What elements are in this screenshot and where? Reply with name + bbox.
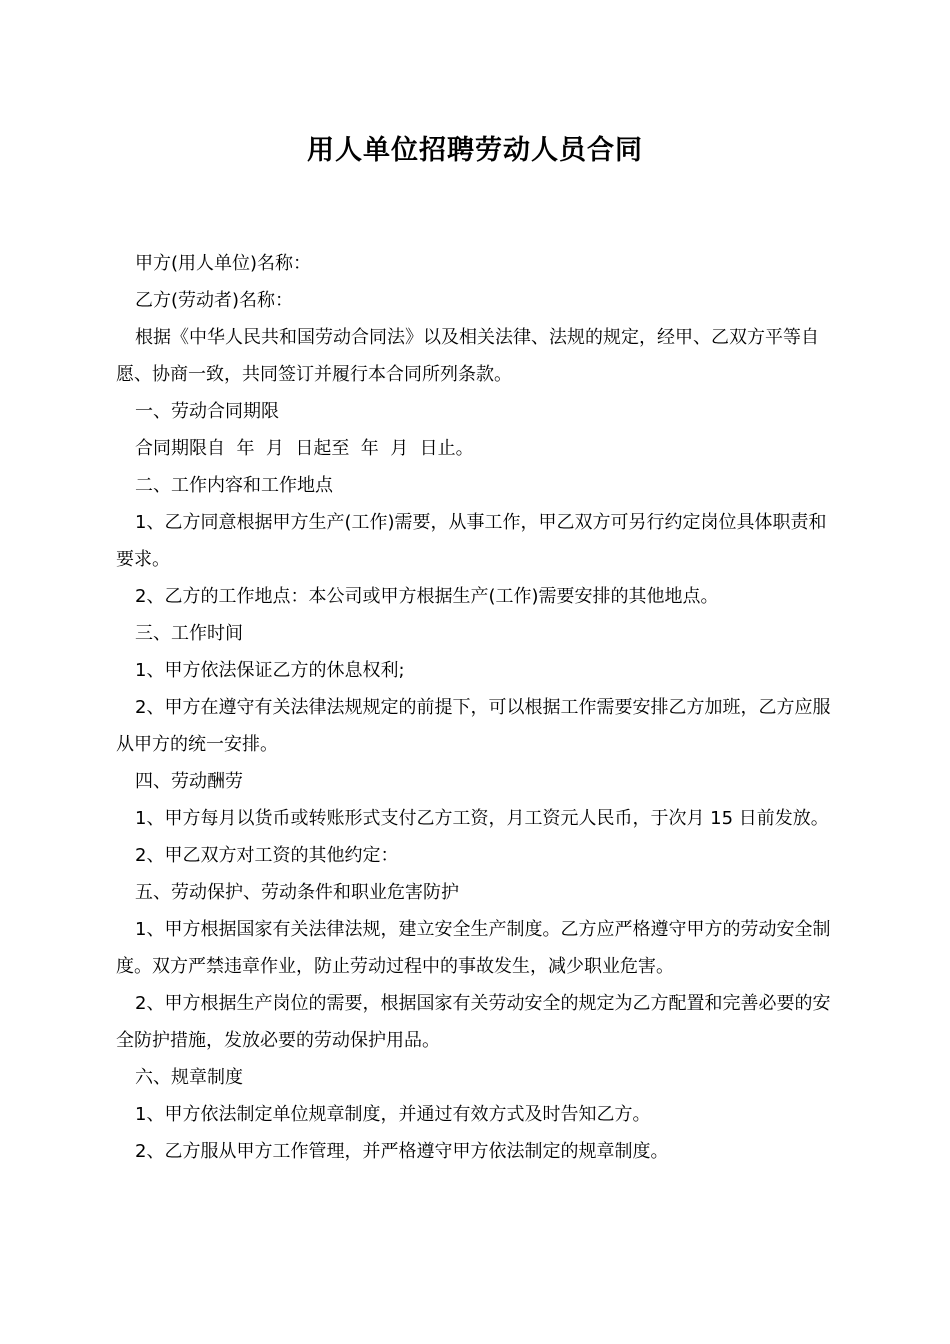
section-heading-work-time: 三、工作时间 (135, 623, 243, 644)
work-content-clause-1: 1、乙方同意根据甲方生产(工作)需要，从事工作，甲乙双方可另行约定岗位具体职责和要求。 (116, 512, 827, 570)
preamble-paragraph: 根据《中华人民共和国劳动合同法》以及相关法律、法规的规定，经甲、乙双方平等自愿、协商一致，共同签订并履行本合同所列条款。 (116, 327, 819, 385)
section-heading-term: 一、劳动合同期限 (135, 401, 279, 422)
section-heading-rules: 六、规章制度 (135, 1067, 243, 1088)
rules-clause-1: 1、甲方依法制定单位规章制度，并通过有效方式及时告知乙方。 (135, 1104, 651, 1125)
contract-term-paragraph: 合同期限自 年 月 日起至 年 月 日止。 (135, 438, 474, 459)
document-title: 用人单位招聘劳动人员合同 (307, 135, 643, 166)
work-content-clause-2: 2、乙方的工作地点：本公司或甲方根据生产(工作)需要安排的其他地点。 (135, 586, 719, 607)
document-body (116, 245, 838, 1170)
rules-clause-2: 2、乙方服从甲方工作管理，并严格遵守甲方依法制定的规章制度。 (135, 1141, 669, 1162)
work-time-clause-2: 2、甲方在遵守有关法律法规规定的前提下，可以根据工作需要安排乙方加班，乙方应服从甲方的统一安排。 (116, 697, 831, 755)
work-time-clause-1: 1、甲方依法保证乙方的休息权利; (135, 660, 405, 681)
protection-clause-2: 2、甲方根据生产岗位的需要，根据国家有关劳动安全的规定为乙方配置和完善必要的安全防护措施，发放必要的劳动保护用品。 (116, 993, 831, 1051)
party-b-name: 乙方(劳动者)名称： (135, 290, 294, 311)
remuneration-clause-2: 2、甲乙双方对工资的其他约定： (135, 845, 399, 866)
remuneration-clause-1: 1、甲方每月以货币或转账形式支付乙方工资，月工资元人民币，于次月 15 日前发放。 (135, 808, 829, 829)
protection-clause-1: 1、甲方根据国家有关法律法规，建立安全生产制度。乙方应严格遵守甲方的劳动安全制度。双方严禁违章作业，防止劳动过程中的事故发生，减少职业危害。 (116, 919, 831, 977)
party-a-name: 甲方(用人单位)名称： (135, 253, 312, 274)
section-heading-work-content: 二、工作内容和工作地点 (135, 475, 333, 496)
section-heading-protection: 五、劳动保护、劳动条件和职业危害防护 (135, 882, 459, 903)
section-heading-remuneration: 四、劳动酬劳 (135, 771, 243, 792)
